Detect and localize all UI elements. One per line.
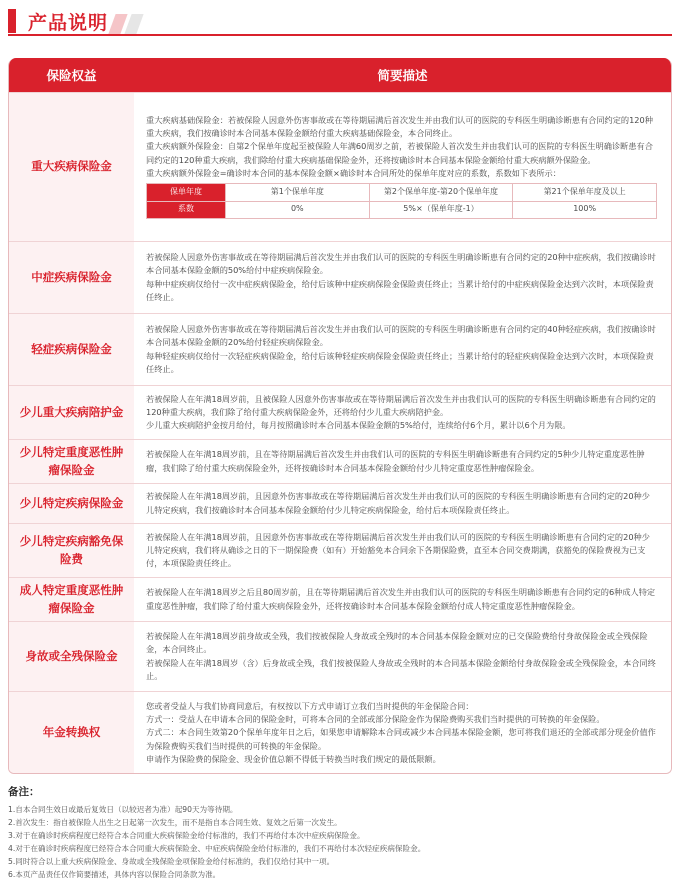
row-description xyxy=(134,242,671,313)
table-row-adult-cancer xyxy=(9,577,671,621)
note-item: 2.首次发生：指自被保险人出生之日起第一次发生，而不是指自本合同生效、复效之后第一次发生。 xyxy=(8,818,342,828)
coef-value-year1: 0% xyxy=(225,201,369,218)
row-description xyxy=(134,578,671,621)
note-item: 5.同时符合以上重大疾病保险金、身故或全残保险金项保险金给付标准的，我们仅给付其中一项。 xyxy=(8,857,335,867)
desc-paragraph: 每种中症疾病仅给付一次中症疾病保险金，给付后该种中症疾病保险金保险责任终止；当累计给付的中症疾病保险金达到六次时，本项保险责任终止。 xyxy=(146,278,654,302)
row-label: 少儿特定疾病保险金 xyxy=(9,484,134,523)
desc-paragraph: 若被保险人因意外伤害事故或在等待期届满后首次发生并由我们认可的医院的专科医生明确诊断患有合同约定的40种轻症疾病，我们按确诊时本合同基本保险金额的20%给付轻症疾病保险金。 xyxy=(146,324,656,348)
row-label: 少儿特定疾病豁免保险费 xyxy=(9,524,134,577)
note-item: 6.本页产品责任仅作简要描述，具体内容以保险合同条款为准。 xyxy=(8,870,221,880)
row-label: 中症疾病保险金 xyxy=(9,242,134,313)
table-row-child-critical-care xyxy=(9,385,671,439)
desc-paragraph: 若被保险人在年满18周岁前，且因意外伤害事故或在等待期届满后首次发生并由我们认可的医院的专科医生明确诊断患有合同约定的20种少儿特定疾病，我们将从确诊之日的下一期保险费（如有）开始豁免本合同余下各期保险费，直至本合同交费期满，获豁免的保险费视为已支付，本项保险责任终止。 xyxy=(146,531,650,569)
desc-paragraph: 若被保险人在年满18周岁之后且80周岁前，且在等待期届满后首次发生并由我们认可的医院的专科医生明确诊断患有合同约定的6种成人特定重度恶性肿瘤，我们除了给付重大疾病保险金外，还将按确诊时本合同基本保险金额给付成人特定重度恶性肿瘤保险金。 xyxy=(146,587,656,611)
coef-header-year21: 第21个保单年度及以上 xyxy=(512,184,656,201)
table-row-annuity-conversion xyxy=(9,691,671,774)
table-row-child-cancer xyxy=(9,439,671,483)
header-benefit: 保险权益 xyxy=(46,68,97,83)
table-header xyxy=(9,58,671,92)
desc-paragraph: 若被保险人因意外伤害事故或在等待期届满后首次发生并由我们认可的医院的专科医生明确诊断患有合同约定的20种中症疾病，我们按确诊时本合同基本保险金额的50%给付中症疾病保险金。 xyxy=(146,252,656,276)
benefits-table xyxy=(8,58,672,774)
note-item: 4.对于在确诊时疾病程度已经符合本合同重大疾病保险金、中症疾病保险金给付标准的，我们不再给付本次轻症疾病保险金。 xyxy=(8,844,426,854)
row-description xyxy=(134,93,671,241)
coef-header-policy-year: 保单年度 xyxy=(147,184,225,201)
desc-paragraph: 方式二：本合同生效第20个保单年度年日之后，如果您申请解除本合同或减少本合同基本保险金额，您可将我们退还的全部或部分现金价值作为保险费购买我们当时提供的可转换的年金保险。 xyxy=(146,727,656,751)
row-label: 少儿重大疾病陪护金 xyxy=(9,386,134,439)
desc-paragraph: 重大疾病额外保险金：自第2个保单年度起至被保险人年满60周岁之前，若被保险人首次发生并由我们认可的医院的专科医生明确诊断患有合同约定的120种重大疾病，我们除给付重大疾病基础保险金外，还将按确诊时本合同基本保险金额给付重大疾病额外保险金。 xyxy=(146,141,653,165)
desc-paragraph: 若被保险人在年满18周岁（含）后身故或全残，我们按被保险人身故或全残时的本合同基本保险金额给付身故保险金或全残保险金，本合同终止。 xyxy=(146,657,656,681)
row-label: 身故或全残保险金 xyxy=(9,622,134,691)
row-label: 重大疾病保险金 xyxy=(9,93,134,241)
title-underline xyxy=(8,34,672,36)
page-title: 产品说明 xyxy=(28,12,109,34)
desc-paragraph: 若被保险人在年满18周岁前，且在等待期届满后首次发生并由我们认可的医院的专科医生明确诊断患有合同约定的5种少儿特定重度恶性肿瘤，我们除了给付重大疾病保险金外，还将按确诊时本合同基本保险金额给付少儿特定重度恶性肿瘤保险金。 xyxy=(146,449,645,473)
row-description xyxy=(134,386,671,439)
title-decoration-grey xyxy=(124,14,143,34)
table-row-child-specific-illness xyxy=(9,483,671,523)
coef-value-year21: 100% xyxy=(512,201,656,218)
row-description xyxy=(134,524,671,577)
title-accent-bar xyxy=(8,9,16,33)
coefficient-table xyxy=(146,183,657,219)
table-row-premium-waiver xyxy=(9,523,671,577)
coef-value-year2-20: 5%×（保单年度-1） xyxy=(369,201,513,218)
row-label: 少儿特定重度恶性肿瘤保险金 xyxy=(9,440,134,483)
row-label: 成人特定重度恶性肿瘤保险金 xyxy=(9,578,134,621)
desc-paragraph: 您或者受益人与我们协商同意后，有权按以下方式申请订立我们当时提供的年金保险合同： xyxy=(146,701,474,712)
row-description xyxy=(134,622,671,691)
coef-label-factor: 系数 xyxy=(147,201,225,218)
row-label: 轻症疾病保险金 xyxy=(9,314,134,385)
desc-paragraph: 重大疾病额外保险金=确诊时本合同的基本保险金额×确诊时本合同所处的保单年度对应的系数，系数如下表所示： xyxy=(146,167,561,178)
notes-title: 备注： xyxy=(8,786,40,798)
desc-paragraph: 每种轻症疾病仅给付一次轻症疾病保险金，给付后该种轻症疾病保险金保险责任终止；当累计给付的轻症疾病保险金达到六次时，本项保险责任终止。 xyxy=(146,350,654,374)
desc-paragraph: 若被保险人在年满18周岁前身故或全残，我们按被保险人身故或全残时的本合同基本保险金额对应的已交保险费给付身故保险金或全残保险金，本合同终止。 xyxy=(146,631,648,655)
coef-header-year1: 第1个保单年度 xyxy=(225,184,369,201)
table-row-mild-illness xyxy=(9,313,671,385)
desc-paragraph: 少儿重大疾病陪护金按月给付，每月按照确诊时本合同基本保险金额的5%给付，连续给付6个月，累计以6个月为限。 xyxy=(146,420,571,431)
section-header xyxy=(8,6,672,36)
coef-header-year2-20: 第2个保单年度-第20个保单年度 xyxy=(369,184,513,201)
row-description xyxy=(134,692,671,774)
desc-paragraph: 重大疾病基础保险金：若被保险人因意外伤害事故或在等待期届满后首次发生并由我们认可的医院的专科医生明确诊断患有合同约定的120种重大疾病，我们按确诊时本合同基本保险金额给付重大疾病基础保险金，本合同终止。 xyxy=(146,115,653,139)
header-description: 简要描述 xyxy=(377,68,428,83)
table-row-moderate-illness xyxy=(9,241,671,313)
row-label: 年金转换权 xyxy=(9,692,134,774)
desc-paragraph: 若被保险人在年满18周岁前，且被保险人因意外伤害事故或在等待期届满后首次发生并由我们认可的医院的专科医生明确诊断患有合同约定的120种重大疾病，我们除了给付重大疾病保险金外，还将给付少儿重大疾病陪护金。 xyxy=(146,393,656,417)
row-description xyxy=(134,314,671,385)
note-item: 1.自本合同生效日或最后复效日（以较迟者为准）起90天为等待期。 xyxy=(8,805,238,814)
desc-paragraph: 方式一：受益人在申请本合同的保险金时，可将本合同的全部或部分保险金作为保险费购买我们当时提供的可转换的年金保险。 xyxy=(146,714,605,725)
table-row-critical-illness xyxy=(9,92,671,241)
row-description xyxy=(134,440,671,483)
desc-paragraph: 申请作为保险费的保险金、现金价值总额不得低于转换当时我们规定的最低限额。 xyxy=(146,753,441,764)
note-item: 3.对于在确诊时疾病程度已经符合本合同重大疾病保险金给付标准的，我们不再给付本次中症疾病保险金。 xyxy=(8,831,365,841)
desc-paragraph: 若被保险人在年满18周岁前，且因意外伤害事故或在等待期届满后首次发生并由我们认可的医院的专科医生明确诊断患有合同约定的20种少儿特定疾病，我们按确诊时本合同基本保险金额给付少儿特定疾病保险金，给付后本项保险责任终止。 xyxy=(146,491,650,515)
row-description xyxy=(134,484,671,523)
notes-section xyxy=(8,784,672,881)
table-row-death-disability xyxy=(9,621,671,691)
